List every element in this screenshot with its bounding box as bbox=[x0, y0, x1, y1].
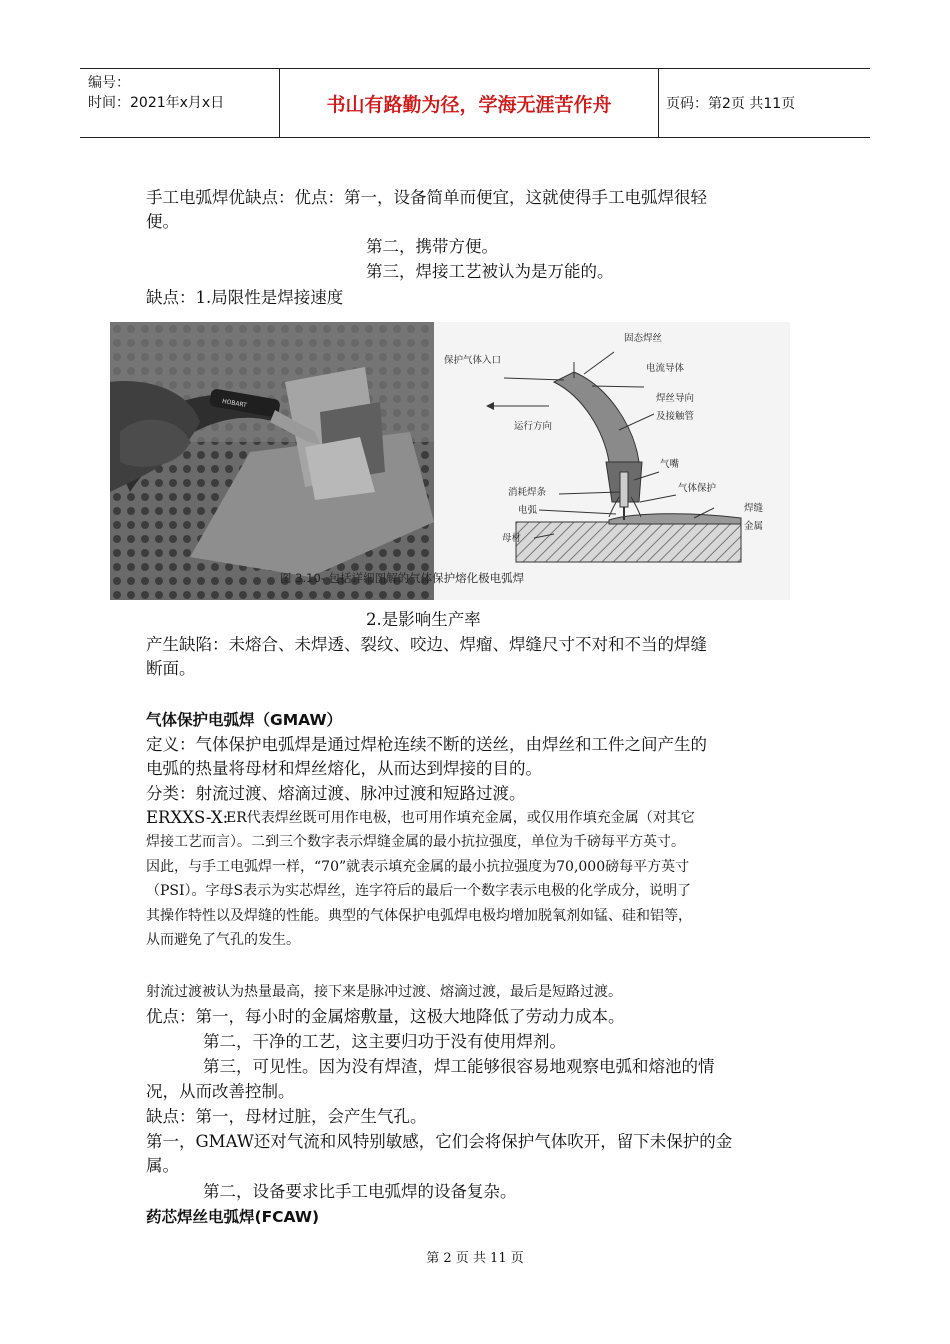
label-wire-guide: 焊丝导向 bbox=[656, 393, 695, 404]
page-header bbox=[80, 68, 870, 138]
paragraph: （PSI）。字母S表示为实芯焊丝，连字符后的最后一个数字表示电极的化学成分，说明了 bbox=[146, 883, 692, 899]
paragraph: 缺点：第一，母材过脏，会产生气孔。 bbox=[146, 1107, 427, 1126]
paragraph: 分类：射流过渡、熔滴过渡、脉冲过渡和短路过渡。 bbox=[146, 784, 526, 803]
paragraph: 断面。 bbox=[146, 659, 196, 678]
paragraph: 手工电弧焊优缺点：优点：第一，设备简单而便宜，这就使得手工电弧焊很轻 bbox=[146, 188, 707, 207]
paragraph: 电弧的热量将母材和焊丝熔化，从而达到焊接的目的。 bbox=[146, 759, 542, 778]
header-meta bbox=[80, 69, 280, 137]
section-heading-gmaw: 气体保护电弧焊（GMAW） bbox=[146, 711, 343, 729]
label-gas-inlet: 保护气体入口 bbox=[444, 355, 502, 366]
label-contact-tube: 及接触管 bbox=[656, 411, 695, 422]
gmaw-diagram bbox=[434, 322, 790, 600]
label-consumable-electrode: 消耗焊条 bbox=[508, 487, 547, 498]
paragraph: 第二，干净的工艺，这主要归功于没有使用焊剂。 bbox=[203, 1032, 566, 1051]
paragraph: 从而避免了气孔的发生。 bbox=[146, 932, 300, 948]
label-nozzle: 气嘴 bbox=[660, 459, 680, 470]
paragraph: 第三，可见性。因为没有焊渣，焊工能够很容易地观察电弧和熔池的情 bbox=[203, 1057, 715, 1076]
paragraph: 优点：第一，每小时的金属熔敷量，这极大地降低了劳动力成本。 bbox=[146, 1007, 625, 1026]
paragraph: 第二，携带方便。 bbox=[366, 237, 498, 256]
label-gas-shield: 气体保护 bbox=[678, 483, 717, 494]
label-solid-wire: 固态焊丝 bbox=[624, 333, 663, 344]
label-travel-direction: 运行方向 bbox=[514, 421, 553, 432]
paragraph: 第二，设备要求比手工电弧焊的设备复杂。 bbox=[203, 1182, 517, 1201]
page-footer: 第 2 页 共 11 页 bbox=[426, 1251, 524, 1266]
header-motto: 书山有路勤为径，学海无涯苦作舟 bbox=[280, 69, 659, 137]
paragraph: 况，从而改善控制。 bbox=[146, 1082, 295, 1101]
paragraph: 产生缺陷：未熔合、未焊透、裂纹、咬边、焊瘤、焊缝尺寸不对和不当的焊缝 bbox=[146, 635, 707, 654]
paragraph: 因此，与手工电弧焊一样，“70”就表示填充金属的最小抗拉强度为70,000磅每平方英寸 bbox=[146, 859, 690, 875]
label-weld-metal-2: 金属 bbox=[744, 521, 764, 532]
paragraph: 缺点：1.局限性是焊接速度 bbox=[146, 288, 344, 307]
section-heading-fcaw: 药芯焊丝电弧焊(FCAW) bbox=[146, 1208, 320, 1226]
header-page-number: 页码：第2页 共11页 bbox=[666, 96, 796, 112]
label-arc: 电弧 bbox=[518, 505, 538, 516]
paragraph: 第一，GMAW还对气流和风特别敏感，它们会将保护气体吹开，留下未保护的金 bbox=[146, 1132, 733, 1151]
figure-caption: 图 3.10- 包括详细图解的气体保护熔化极电弧焊 bbox=[280, 571, 525, 585]
paragraph: 属。 bbox=[146, 1156, 179, 1175]
hobart-logo: HOBART bbox=[221, 397, 248, 410]
welding-photo bbox=[110, 322, 434, 600]
doc-date: 时间：2021年x月x日 bbox=[88, 95, 225, 111]
label-weld-metal: 焊缝 bbox=[744, 503, 764, 514]
paragraph: ER代表焊丝既可用作电极，也可用作填充金属，或仅用作填充金属（对其它 bbox=[226, 810, 695, 826]
paragraph: 便。 bbox=[146, 212, 179, 231]
label-base-metal: 母材 bbox=[502, 533, 522, 544]
doc-number: 编号： bbox=[88, 75, 130, 91]
welding-figure bbox=[110, 322, 790, 600]
label-current-conductor: 电流导体 bbox=[646, 363, 685, 374]
paragraph: 定义：气体保护电弧焊是通过焊枪连续不断的送丝，由焊丝和工件之间产生的 bbox=[146, 735, 707, 754]
paragraph: 第三，焊接工艺被认为是万能的。 bbox=[366, 262, 614, 281]
er-prefix: ERXXS-X: bbox=[146, 808, 229, 827]
paragraph: 2.是影响生产率 bbox=[366, 610, 481, 629]
paragraph: 其操作特性以及焊缝的性能。典型的气体保护电弧焊电极均增加脱氧剂如锰、硅和铝等， bbox=[146, 908, 692, 924]
paragraph: 焊接工艺而言）。二到三个数字表示焊缝金属的最小抗拉强度，单位为千磅每平方英寸。 bbox=[146, 834, 685, 850]
paragraph: 射流过渡被认为热量最高，接下来是脉冲过渡、熔滴过渡，最后是短路过渡。 bbox=[146, 984, 622, 1000]
